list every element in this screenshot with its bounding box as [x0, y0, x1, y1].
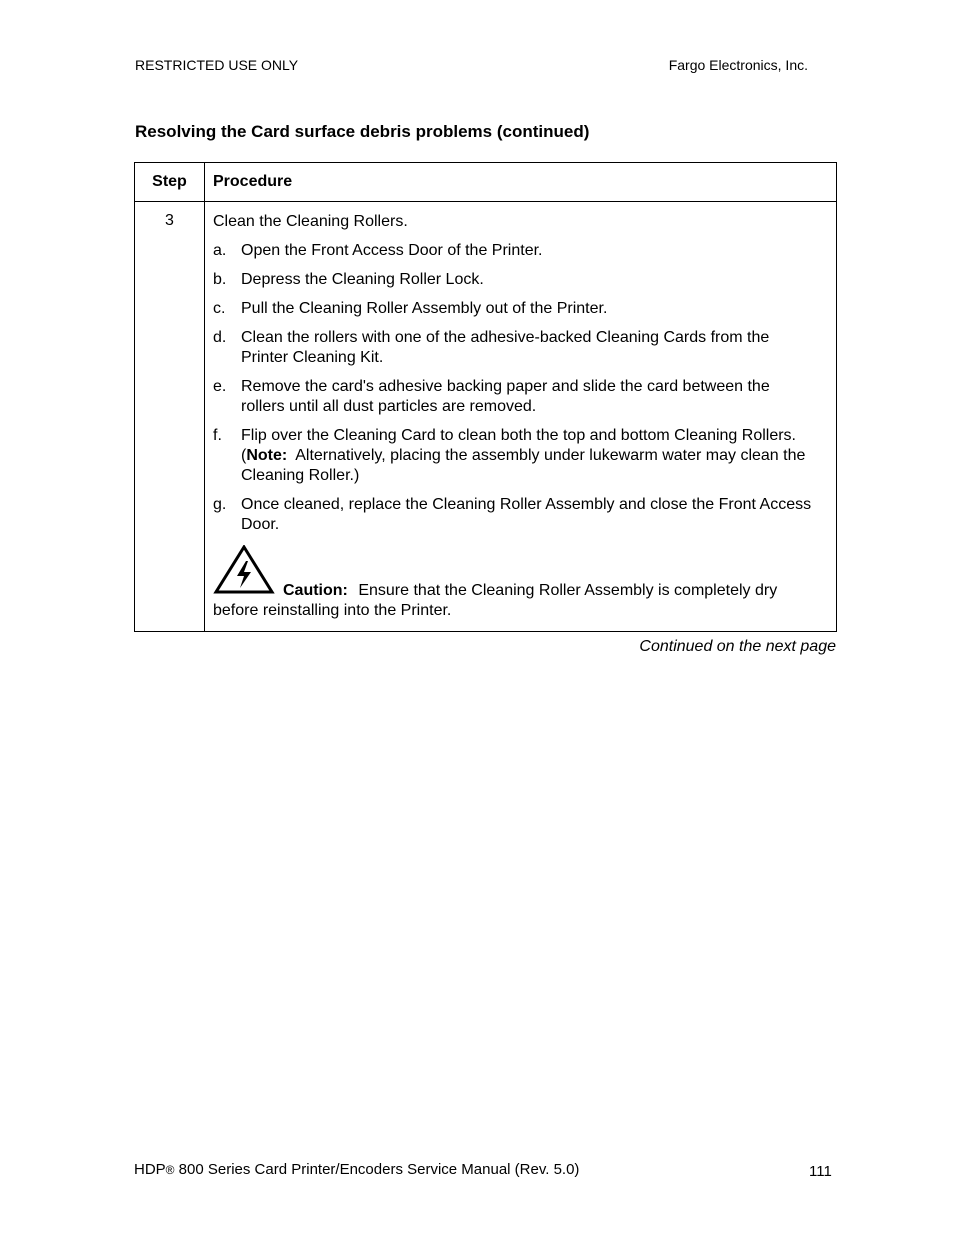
sub-step-marker: b. — [213, 271, 227, 288]
procedure-cell — [205, 202, 837, 632]
sub-step-text: Clean the rollers with one of the adhesive-backed Cleaning Cards from the Printer Cleaning Kit. — [241, 329, 770, 366]
caution-note — [213, 545, 816, 621]
caution-text: Ensure that the Cleaning Roller Assembly is completely dry before reinstalling into the Printer. — [213, 582, 778, 619]
continued-note: Continued on the next page — [639, 638, 836, 655]
sub-step-marker: f. — [213, 427, 222, 444]
list-item — [213, 299, 816, 319]
sub-step-marker: e. — [213, 378, 227, 395]
note-label: Note: — [246, 447, 288, 464]
sub-step-marker: a. — [213, 242, 227, 259]
table-row — [135, 202, 837, 632]
table-header-row — [135, 163, 837, 202]
sub-step-text: Depress the Cleaning Roller Lock. — [241, 271, 484, 288]
header-restricted-use: RESTRICTED USE ONLY — [135, 57, 299, 73]
sub-step-marker: c. — [213, 300, 226, 317]
footer-title-rest: 800 Series Card Printer/Encoders Service Manual (Rev. 5.0) — [174, 1161, 580, 1178]
sub-step-text-after: Alternatively, placing the assembly under lukewarm water may clean the Cleaning Roller.) — [241, 447, 810, 484]
caution-label: Caution: — [283, 582, 348, 599]
list-item — [213, 328, 816, 368]
step-number: 3 — [135, 202, 205, 632]
sub-step-text: Once cleaned, replace the Cleaning Roller Assembly and close the Front Access Door. — [241, 496, 812, 533]
section-title: Resolving the Card surface debris problems (continued) — [135, 122, 590, 141]
footer-manual-title — [134, 1161, 579, 1178]
procedure-intro: Clean the Cleaning Rollers. — [213, 213, 408, 230]
sub-step-text-before: Flip over the Cleaning Card to clean both the top and bottom Cleaning Rollers. ( — [241, 427, 796, 464]
sub-step-list — [213, 241, 816, 535]
warning-lightning-icon — [213, 545, 275, 595]
sub-step-marker: g. — [213, 496, 227, 513]
list-item — [213, 377, 816, 417]
sub-step-text — [241, 426, 816, 486]
page-number: 111 — [809, 1163, 832, 1180]
sub-step-text: Pull the Cleaning Roller Assembly out of the Printer. — [241, 300, 608, 317]
list-item — [213, 270, 816, 290]
list-item — [213, 241, 816, 261]
header-company: Fargo Electronics, Inc. — [668, 57, 808, 73]
footer-brand: HDP — [134, 1161, 166, 1178]
step-column-header: Step — [135, 163, 205, 202]
procedure-table — [134, 162, 837, 632]
registered-mark: ® — [165, 1163, 175, 1177]
procedure-column-header: Procedure — [205, 163, 837, 202]
sub-step-text: Remove the card's adhesive backing paper and slide the card between the rollers until all dust particles are removed. — [241, 378, 770, 415]
list-item — [213, 426, 816, 486]
sub-step-text: Open the Front Access Door of the Printer. — [241, 242, 543, 259]
sub-step-marker: d. — [213, 329, 227, 346]
list-item — [213, 495, 816, 535]
